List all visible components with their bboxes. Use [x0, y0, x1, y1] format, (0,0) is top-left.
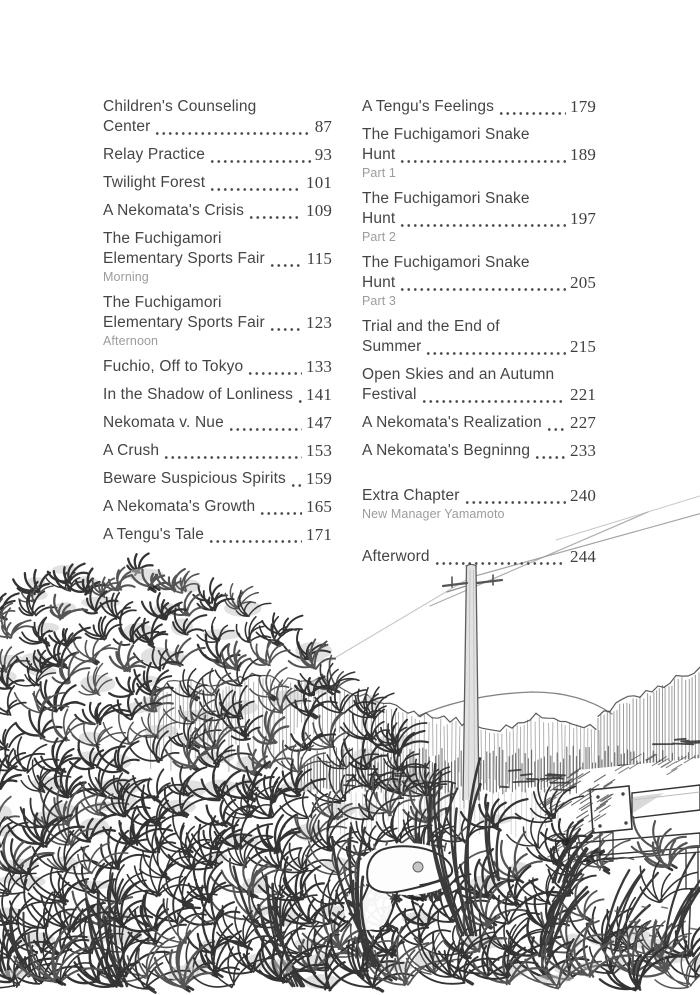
toc-entry: [362, 413, 596, 433]
dot-leader: [163, 444, 302, 461]
toc-entry: [103, 469, 332, 489]
toc-entry-page-number: 179: [570, 97, 596, 116]
toc-entry-title-line: Children's Counseling: [103, 98, 257, 115]
toc-entry-lastline: [103, 469, 332, 489]
toc-entry-page-number: 93: [314, 145, 332, 164]
dot-leader: [498, 100, 566, 117]
toc-entry: [103, 357, 332, 377]
toc-entry-lastline: [103, 497, 332, 517]
toc-entry-title: A Crush: [103, 442, 160, 459]
toc-entry-title: In the Shadow of Lonliness: [103, 386, 294, 403]
toc-entry-title: A Nekomata's Growth: [103, 498, 256, 515]
toc-entry-lastline: [103, 441, 332, 461]
toc-entry: [362, 97, 596, 117]
toc-entry: [103, 525, 332, 545]
dot-leader: [154, 120, 310, 137]
toc-left-column: [103, 97, 332, 553]
toc-entry: [362, 125, 596, 181]
toc-entry-lastline: [362, 547, 596, 567]
toc-entry: [362, 441, 596, 461]
toc-entry-title: A Tengu's Feelings: [362, 98, 495, 115]
toc-entry: [103, 201, 332, 221]
toc-right-column: [362, 97, 596, 575]
toc-entry: [103, 229, 332, 285]
toc-entry-title: A Tengu's Tale: [103, 526, 205, 543]
toc-entry-page-number: 87: [314, 117, 332, 136]
dot-leader: [399, 148, 566, 165]
toc-entry-lastline: [362, 385, 596, 405]
toc-entry-page-number: 123: [306, 313, 332, 332]
toc-entry-title-line: Open Skies and an Autumn: [362, 366, 555, 383]
toc-entry-page-number: 141: [306, 385, 332, 404]
toc-entry: [362, 189, 596, 245]
toc-entry-title: A Nekomata's Begninng: [362, 442, 531, 459]
toc-entry-title: Center: [103, 118, 151, 135]
toc-entry-title: Fuchio, Off to Tokyo: [103, 358, 244, 375]
toc-entry-title: Twilight Forest: [103, 174, 206, 191]
toc-entry-page-number: 227: [570, 413, 596, 432]
toc-entry-lastline: [103, 117, 332, 137]
dot-leader: [248, 204, 302, 221]
toc-entry-lastline: [103, 201, 332, 221]
toc-entry-title-line: The Fuchigamori Snake: [362, 190, 530, 207]
toc-entry: [103, 413, 332, 433]
toc-entry-page-number: 244: [570, 547, 596, 566]
toc-entry-lastline: [362, 337, 596, 357]
toc-entry-title: Hunt: [362, 210, 396, 227]
toc-entry: [103, 145, 332, 165]
dot-leader: [464, 489, 566, 506]
toc-entry-lastline: [362, 486, 596, 506]
toc-entry-page-number: 197: [570, 209, 596, 228]
toc-entry-title: Hunt: [362, 146, 396, 163]
dot-leader: [290, 472, 302, 489]
toc-entry-lastline: [362, 273, 596, 293]
toc-entry-subtitle: New Manager Yamamoto: [362, 507, 505, 521]
toc-entry: [103, 293, 332, 349]
toc-entry-page-number: 240: [570, 486, 596, 505]
toc-entry-lastline: [103, 313, 332, 333]
dot-leader: [209, 148, 311, 165]
dot-leader: [209, 176, 302, 193]
toc-entry-title: A Nekomata's Crisis: [103, 202, 245, 219]
toc-entry-title-line: The Fuchigamori: [103, 294, 222, 311]
dot-leader: [421, 388, 566, 405]
toc-entry-subtitle: Morning: [103, 270, 149, 284]
toc-entry-page-number: 189: [570, 145, 596, 164]
toc-entry: [362, 317, 596, 357]
toc-entry-page-number: 109: [306, 201, 332, 220]
toc-entry-subtitle: Part 2: [362, 230, 396, 244]
toc-entry-lastline: [362, 209, 596, 229]
dot-leader: [399, 212, 566, 229]
toc-entry-title-line: The Fuchigamori Snake: [362, 254, 530, 271]
dot-leader: [546, 416, 566, 433]
toc-entry-subtitle: Part 3: [362, 294, 396, 308]
toc-entry: [103, 97, 332, 137]
toc-entry-subtitle: Part 1: [362, 166, 396, 180]
toc-entry-title: Extra Chapter: [362, 487, 460, 504]
toc-entry-page-number: 133: [306, 357, 332, 376]
dot-leader: [259, 500, 302, 517]
toc-entry-title-line: Trial and the End of: [362, 318, 500, 335]
dot-leader: [399, 276, 566, 293]
toc-entry-page-number: 101: [306, 173, 332, 192]
toc-entry-lastline: [103, 413, 332, 433]
toc-entry-title: Relay Practice: [103, 146, 206, 163]
toc-entry-page-number: 221: [570, 385, 596, 404]
dot-leader: [534, 444, 566, 461]
toc-entry-page-number: 171: [306, 525, 332, 544]
toc-entry-lastline: [103, 173, 332, 193]
toc-entry-lastline: [103, 249, 332, 269]
toc-entry: [103, 173, 332, 193]
toc-entry: [362, 253, 596, 309]
toc-entry-lastline: [103, 145, 332, 165]
toc-entry-lastline: [103, 357, 332, 377]
toc-entry-lastline: [362, 413, 596, 433]
toc-entry-lastline: [103, 385, 332, 405]
toc-entry-title: Afterword: [362, 548, 430, 565]
toc-entry-title-line: The Fuchigamori Snake: [362, 126, 530, 143]
dot-leader: [297, 388, 302, 405]
dot-leader: [425, 340, 566, 357]
dot-leader: [208, 528, 302, 545]
toc-entry-lastline: [362, 441, 596, 461]
dot-leader: [269, 316, 302, 333]
toc-entry-page-number: 153: [306, 441, 332, 460]
toc-entry-title: A Nekomata's Realization: [362, 414, 542, 431]
toc-entry-title: Nekomata v. Nue: [103, 414, 224, 431]
dot-leader: [434, 550, 566, 567]
toc-entry: [362, 547, 596, 567]
toc-entry-page-number: 115: [306, 249, 332, 268]
toc-entry-page-number: 233: [570, 441, 596, 460]
toc-entry-title: Festival: [362, 386, 417, 403]
toc-entry-lastline: [103, 525, 332, 545]
toc-entry-lastline: [362, 145, 596, 165]
toc-entry-page-number: 159: [306, 469, 332, 488]
toc-entry-title-line: The Fuchigamori: [103, 230, 222, 247]
toc-entry-title: Elementary Sports Fair: [103, 314, 265, 331]
toc-entry-subtitle: Afternoon: [103, 334, 159, 348]
toc-entry: [103, 497, 332, 517]
toc-entry: [103, 441, 332, 461]
toc-entry: [103, 385, 332, 405]
toc-entry-page-number: 215: [570, 337, 596, 356]
toc-entry-page-number: 165: [306, 497, 332, 516]
toc-entry-title: Summer: [362, 338, 422, 355]
dot-leader: [269, 252, 303, 269]
toc-entry-page-number: 205: [570, 273, 596, 292]
toc-entry-title: Hunt: [362, 274, 396, 291]
dot-leader: [247, 360, 302, 377]
toc-entry-title: Elementary Sports Fair: [103, 250, 265, 267]
toc-entry-title: Beware Suspicious Spirits: [103, 470, 286, 487]
toc-entry: [362, 365, 596, 405]
toc-entry-page-number: 147: [306, 413, 332, 432]
toc-entry-lastline: [362, 97, 596, 117]
dot-leader: [228, 416, 302, 433]
toc-entry: [362, 486, 596, 522]
